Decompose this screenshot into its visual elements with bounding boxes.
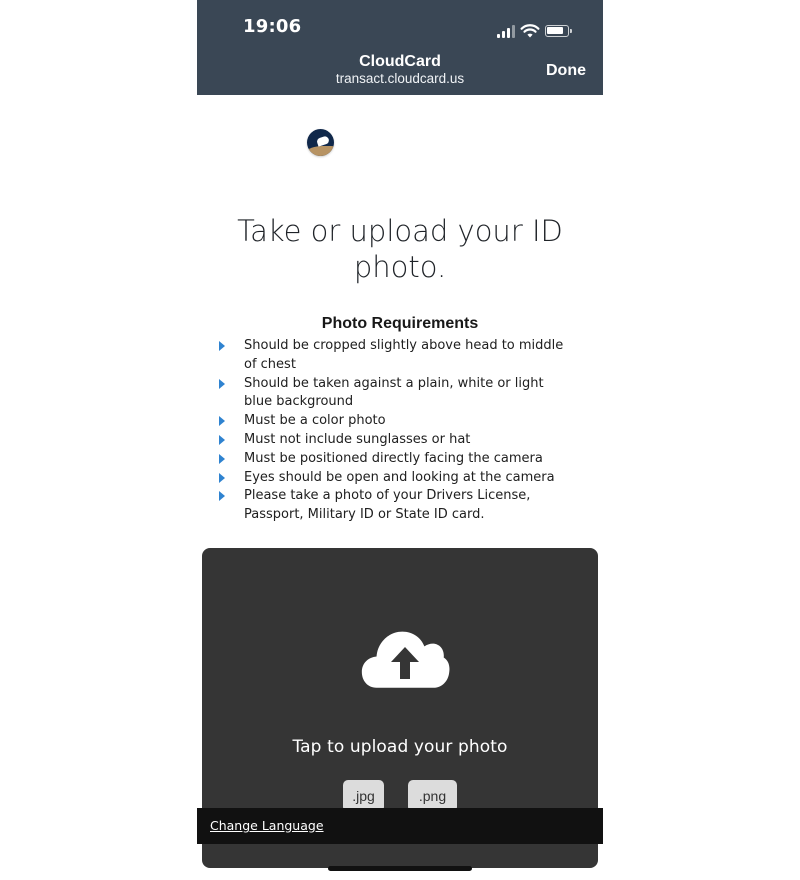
done-button[interactable]: Done: [546, 62, 586, 79]
triangle-right-icon: [219, 416, 225, 426]
requirement-item: [219, 487, 569, 525]
triangle-right-icon: [219, 379, 225, 389]
home-indicator: [328, 866, 472, 871]
requirement-item: [219, 431, 569, 450]
requirement-item: [219, 337, 569, 375]
wifi-icon: [520, 23, 540, 39]
requirements-list: [219, 337, 569, 525]
requirement-text: Please take a photo of your Drivers License, Passport, Military ID or State ID card.: [244, 488, 531, 523]
phone-screen: [197, 0, 603, 880]
change-language-link[interactable]: Change Language: [210, 818, 324, 833]
footer-bar: [197, 808, 603, 844]
triangle-right-icon: [219, 435, 225, 445]
status-time: 19:06: [243, 16, 302, 37]
requirement-text: Should be cropped slightly above head to middle of chest: [244, 338, 564, 372]
requirement-text: Must not include sunglasses or hat: [244, 431, 471, 447]
requirement-item: [219, 469, 569, 488]
file-type-badge-png: .png: [408, 780, 457, 812]
page-content: [197, 95, 603, 807]
upload-label: Tap to upload your photo: [292, 737, 508, 757]
file-type-badge-jpg: .jpg: [343, 780, 384, 812]
page-title: Take or upload your ID photo.: [237, 214, 563, 284]
triangle-right-icon: [219, 454, 225, 464]
site-url: transact.cloudcard.us: [335, 71, 465, 86]
requirement-item: [219, 375, 569, 413]
status-icons: [497, 23, 573, 41]
cellular-signal-icon: [497, 24, 515, 38]
school-logo-icon: [307, 129, 334, 156]
requirements-title: Photo Requirements: [321, 315, 479, 332]
requirement-text: Should be taken against a plain, white or light blue background: [244, 375, 544, 410]
requirement-text: Eyes should be open and looking at the camera: [244, 469, 555, 485]
triangle-right-icon: [219, 341, 225, 351]
cloud-upload-icon: [360, 628, 450, 694]
triangle-right-icon: [219, 473, 225, 483]
triangle-right-icon: [219, 491, 225, 501]
requirement-item: [219, 450, 569, 469]
requirement-item: [219, 412, 569, 431]
battery-icon: [545, 25, 569, 37]
browser-header: [197, 0, 603, 95]
requirement-text: Must be a color photo: [244, 413, 386, 429]
requirement-text: Must be positioned directly facing the camera: [244, 450, 543, 466]
site-title: CloudCard: [359, 53, 441, 70]
